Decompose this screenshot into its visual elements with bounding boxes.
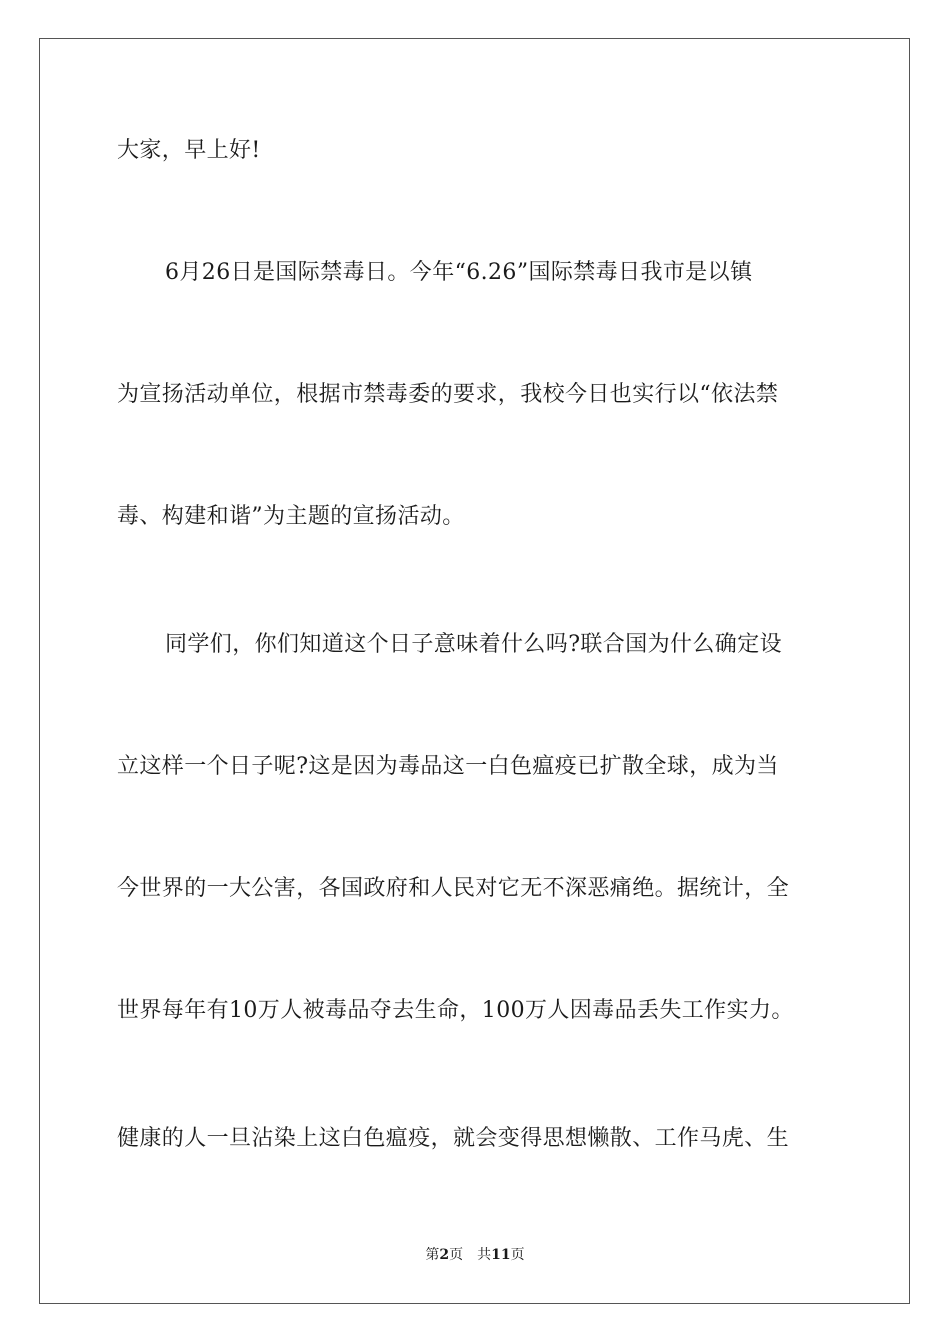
text-line-6: 立这样一个日子呢?这是因为毒品这一白色瘟疫已扩散全球，成为当 — [117, 754, 779, 779]
text-line-2: 6月26日是国际禁毒日。今年“6.26”国际禁毒日我市是以镇 — [165, 260, 753, 285]
text-line-5: 同学们，你们知道这个日子意味着什么吗?联合国为什么确定设 — [165, 632, 782, 657]
footer-total-pages: 11 — [491, 1247, 511, 1263]
footer-total-suffix: 页 — [510, 1247, 525, 1263]
text-line-8: 世界每年有10万人被毒品夺去生命，100万人因毒品丢失工作实力。 — [117, 998, 794, 1023]
footer-total-prefix: 共 — [477, 1247, 492, 1263]
footer-page-prefix: 第 — [425, 1247, 440, 1263]
page-border — [39, 38, 910, 1304]
footer-page-suffix: 页 — [449, 1247, 464, 1263]
text-line-9: 健康的人一旦沾染上这白色瘟疫，就会变得思想懒散、工作马虎、生 — [117, 1126, 790, 1151]
text-line-1: 大家，早上好! — [117, 138, 261, 163]
text-line-3: 为宣扬活动单位，根据市禁毒委的要求，我校今日也实行以“依法禁 — [117, 382, 779, 407]
page-footer — [0, 1245, 950, 1265]
text-line-4: 毒、构建和谐”为主题的宣扬活动。 — [117, 504, 465, 529]
footer-page-number: 2 — [439, 1247, 450, 1263]
text-line-7: 今世界的一大公害，各国政府和人民对它无不深恶痛绝。据统计，全 — [117, 876, 790, 901]
